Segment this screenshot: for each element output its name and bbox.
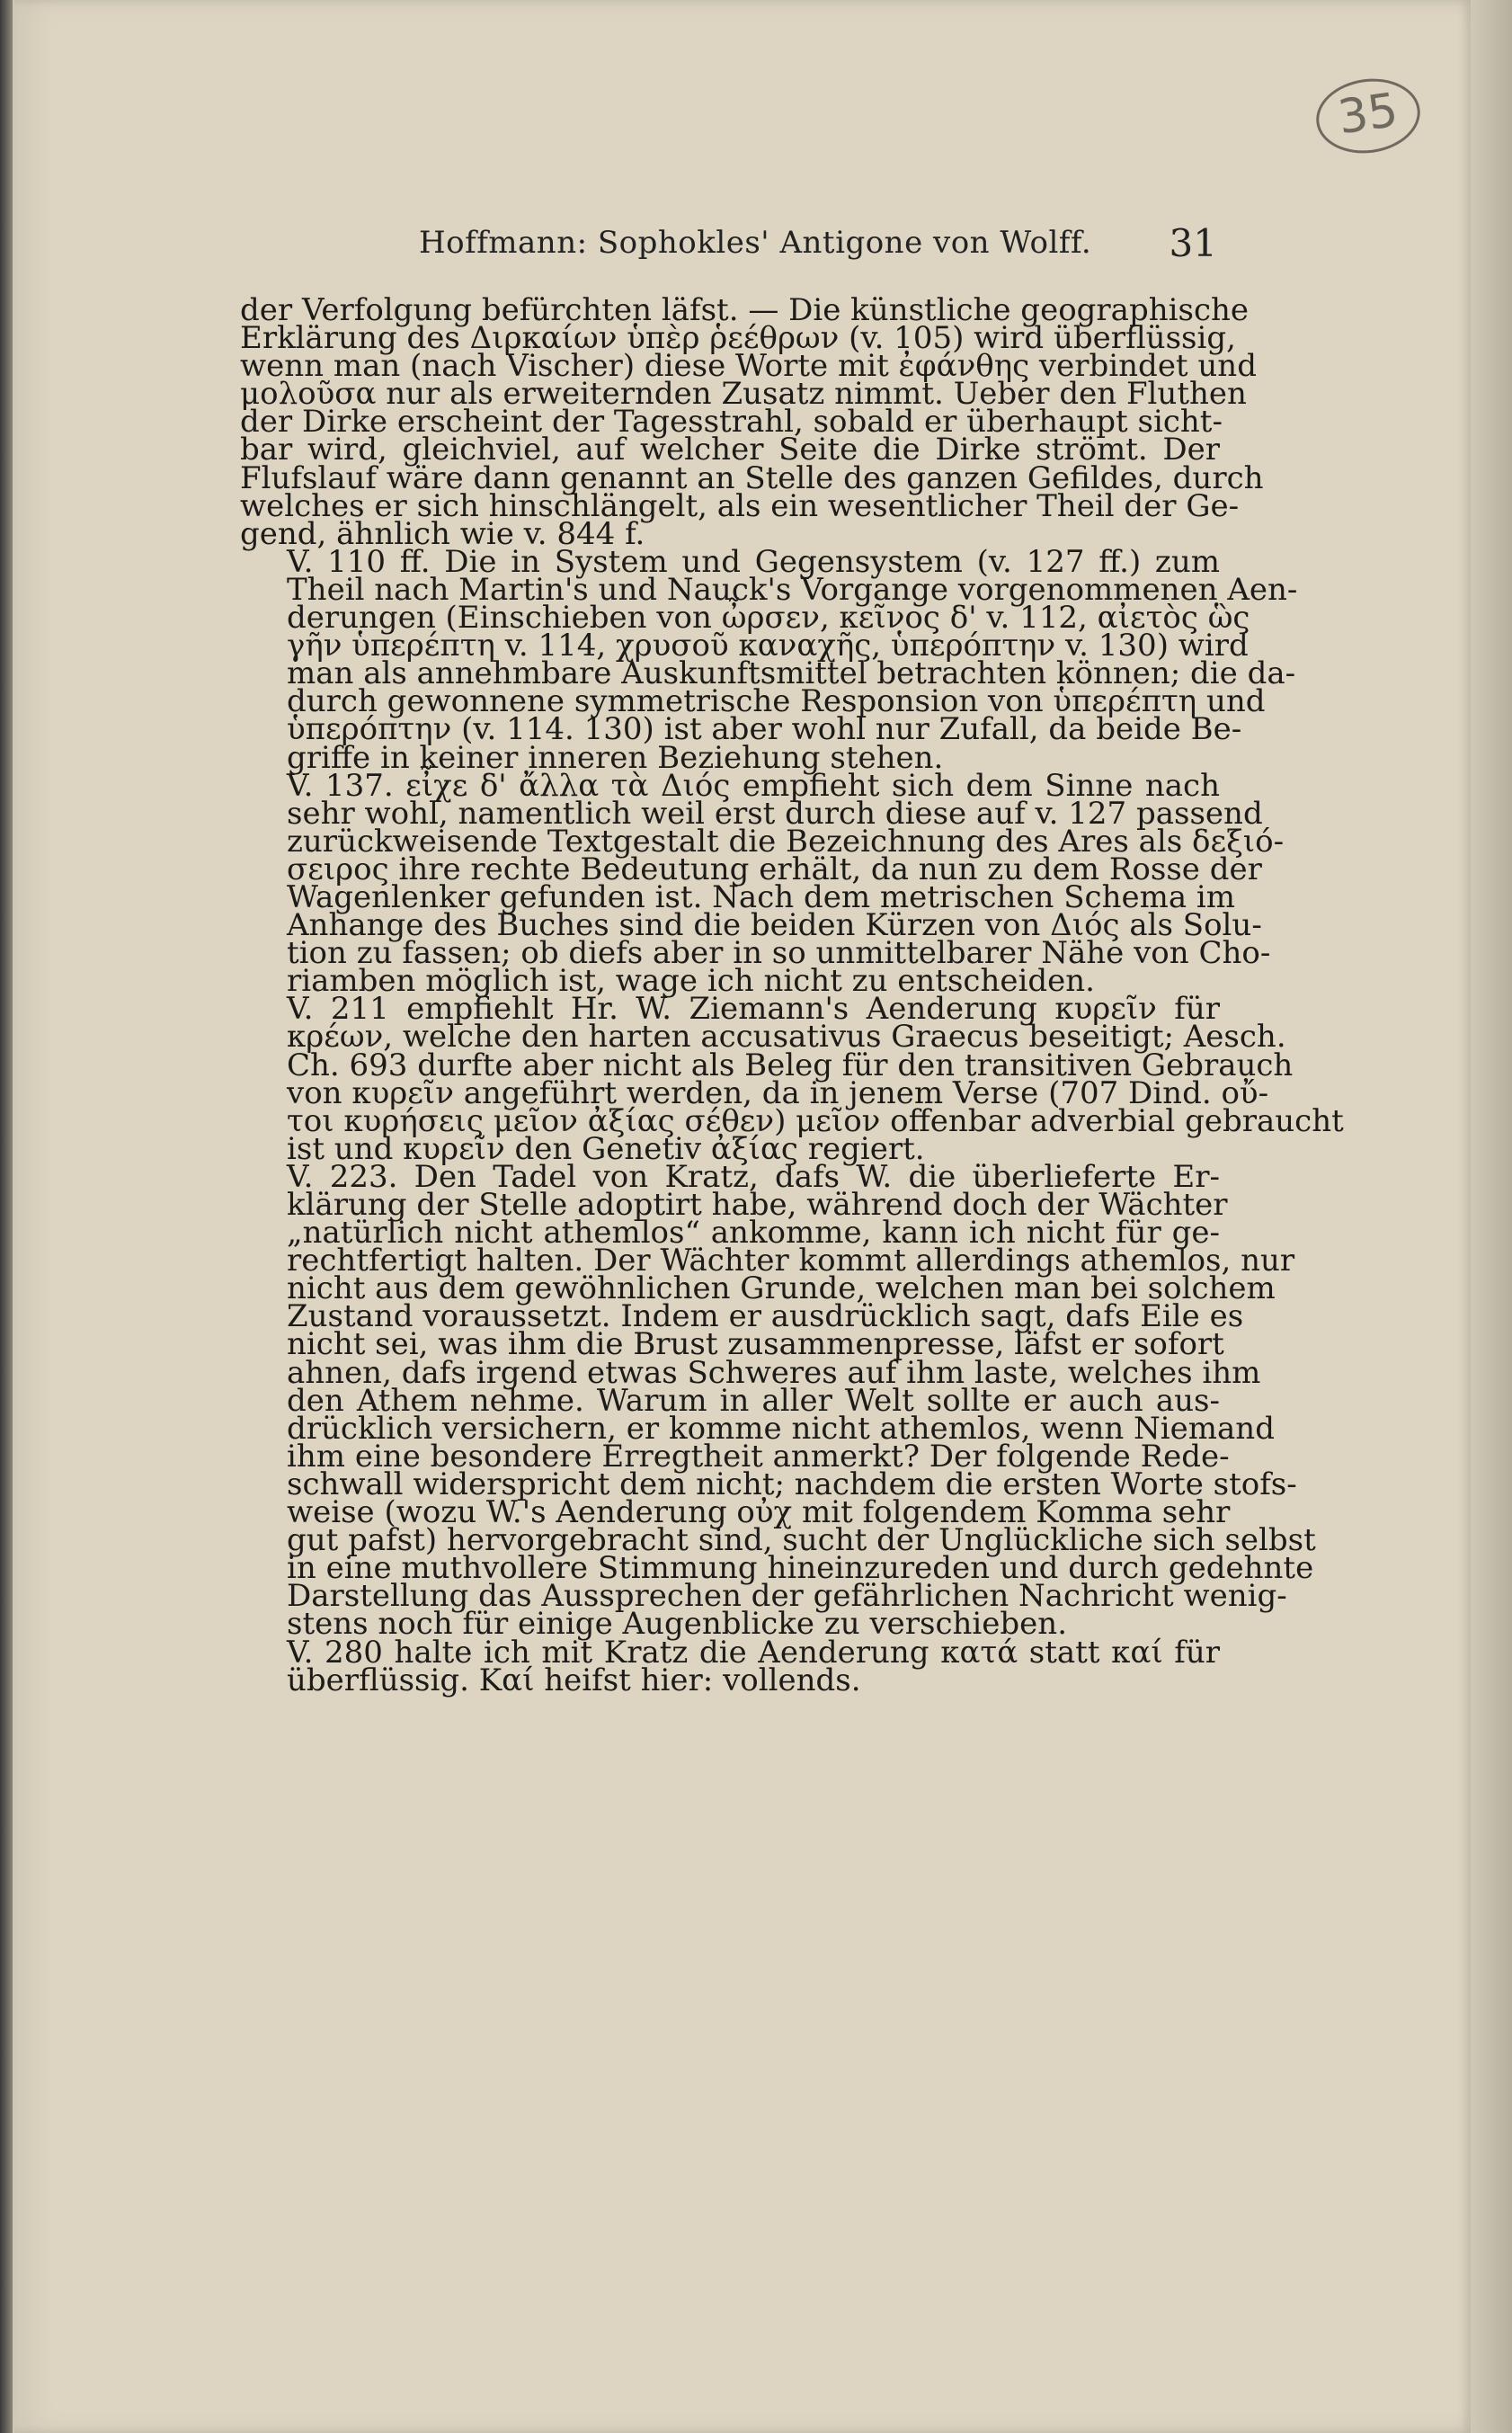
text-line: rechtfertigt halten. Der Wächter kommt allerdings athemlos, nur xyxy=(287,1243,1295,1279)
text-line: V. 137. εἶχε δ' ἄλλα τὰ Διός empfieht sich dem Sinne nach xyxy=(287,767,1220,804)
text-line: „natürlich nicht athemlos“ ankomme, kann ich nicht für ge- xyxy=(287,1215,1220,1252)
text-line: nicht sei, was ihm die Brust zusammenpresse, läfst er sofort xyxy=(287,1326,1224,1363)
text-line: durch gewonnene symmetrische Responsion von ὑπερέπτη und xyxy=(287,683,1266,720)
text-line: Ch. 693 durfte aber nicht als Beleg für den transitiven Gebrauch xyxy=(287,1047,1294,1083)
text-line: stens noch für einige Augenblicke zu verschieben. xyxy=(287,1606,1067,1643)
text-line: man als annehmbare Auskunftsmittel betrachten können; die da- xyxy=(287,655,1296,692)
text-line: κρέων, welche den harten accusativus Graecus beseitigt; Aesch. xyxy=(287,1019,1286,1056)
text-line: ist und κυρεῖν den Genetiv ἀξίας regiert. xyxy=(287,1130,925,1167)
paragraph xyxy=(240,767,1285,1000)
paragraph xyxy=(240,1634,1220,1698)
text-line: zurückweisende Textgestalt die Bezeichnung des Ares als δεξιό- xyxy=(287,823,1285,860)
running-header xyxy=(419,221,1217,272)
text-line: ihm eine besondere Erregtheit anmerkt? Der folgende Rede- xyxy=(287,1438,1230,1475)
text-line: γῆν ὑπερέπτη v. 114, χρυσοῦ καναχῆς, ὑπερόπτην v. 130) wird xyxy=(287,628,1249,664)
page-number: 31 xyxy=(1169,221,1217,265)
text-line: der Dirke erscheint der Tagesstrahl, sobald er überhaupt sicht- xyxy=(240,404,1223,441)
text-line: klärung der Stelle adoptirt habe, während doch der Wächter xyxy=(287,1187,1228,1223)
text-line: gend, ähnlich wie v. 844 f. xyxy=(240,515,645,552)
text-line: V. 110 ff. Die in System und Gegensystem (v. 127 ff.) zum xyxy=(287,543,1220,580)
text-line: ahnen, dafs irgend etwas Schweres auf ihm laste, welches ihm xyxy=(287,1354,1261,1391)
text-line: gut pafst) hervorgebracht sind, sucht der Unglückliche sich selbst xyxy=(287,1522,1316,1559)
text-line: wenn man (nach Vischer) diese Worte mit ἐφάνθης verbindet und xyxy=(240,348,1257,385)
book-page xyxy=(14,0,1471,2433)
paragraph xyxy=(240,1158,1316,1643)
text-line: welches er sich hinschlängelt, als ein wesentlicher Theil der Ge- xyxy=(240,487,1240,524)
text-line: überflüssig. Καί heifst hier: vollends. xyxy=(287,1662,861,1698)
adjacent-page-edge xyxy=(0,0,13,2433)
body-text xyxy=(240,292,1344,1698)
text-line: τοι κυρήσεις μεῖον ἀξίας σέθεν) μεῖον offenbar adverbial gebraucht xyxy=(287,1102,1344,1139)
text-line: σειρος ihre rechte Bedeutung erhält, da nun zu dem Rosse der xyxy=(287,851,1262,887)
text-line: Darstellung das Aussprechen der gefährlichen Nachricht wenig- xyxy=(287,1578,1287,1615)
text-line: sehr wohl, namentlich weil erst durch diese auf v. 127 passend xyxy=(287,795,1263,832)
text-line: derungen (Einschieben von ὦρσεν, κεῖνος δ' v. 112, αἰετὸς ὣς xyxy=(287,600,1250,637)
paragraph xyxy=(240,991,1344,1167)
text-line: nicht aus dem gewöhnlichen Grunde, welchen man bei solchem xyxy=(287,1270,1276,1307)
text-line: Theil nach Martin's und Nauck's Vorgange vorgenommenen Aen- xyxy=(287,571,1298,608)
text-line: Flufslauf wäre dann genannt an Stelle des ganzen Gefildes, durch xyxy=(240,459,1264,496)
text-line: den Athem nehme. Warum in aller Welt sollte er auch aus- xyxy=(287,1382,1220,1419)
text-line: Zustand voraussetzt. Indem er ausdrücklich sagt, dafs Eile es xyxy=(287,1298,1244,1335)
text-line: schwall widerspricht dem nicht; nachdem die ersten Worte stofs- xyxy=(287,1466,1297,1502)
text-line: V. 280 halte ich mit Kratz die Aenderung κατά statt καί für xyxy=(287,1634,1220,1671)
text-line: Wagenlenker gefunden ist. Nach dem metrischen Schema im xyxy=(287,878,1236,915)
text-line: griffe in keiner inneren Beziehung stehen. xyxy=(287,739,944,776)
header-title: Hoffmann: Sophokles' Antigone von Wolff. xyxy=(419,225,1092,261)
paragraph xyxy=(240,292,1264,552)
library-stamp: 35 xyxy=(1312,72,1425,159)
page-edge-shadow xyxy=(1471,0,1512,2433)
text-line: μολοῦσα nur als erweiternden Zusatz nimmt. Ueber den Fluthen xyxy=(240,376,1247,413)
text-line: von κυρεῖν angeführt werden, da in jenem Verse (707 Dind. οὔ- xyxy=(287,1074,1269,1111)
text-line: V. 223. Den Tadel von Kratz, dafs W. die überlieferte Er- xyxy=(287,1158,1220,1195)
text-line: ὑπερόπτην (v. 114. 130) ist aber wohl nur Zufall, da beide Be- xyxy=(287,711,1242,748)
text-line: der Verfolgung befürchten läfst. — Die künstliche geographische xyxy=(240,292,1249,328)
text-line: riamben möglich ist, wage ich nicht zu entscheiden. xyxy=(287,963,1095,1000)
text-line: tion zu fassen; ob diefs aber in so unmittelbarer Nähe von Cho- xyxy=(287,935,1271,972)
text-line: V. 211 empfiehlt Hr. W. Ziemann's Aenderung κυρεῖν für xyxy=(287,991,1220,1028)
text-line: weise (wozu W.'s Aenderung οὐχ mit folgendem Komma sehr xyxy=(287,1494,1231,1531)
text-line: in eine muthvollere Stimmung hineinzureden und durch gedehnte xyxy=(287,1550,1314,1587)
text-line: Anhange des Buches sind die beiden Kürzen von Διός als Solu- xyxy=(287,907,1262,944)
text-line: Erklärung des Διρκαίων ὑπὲρ ῥεέθρων (v. 105) wird überflüssig, xyxy=(240,320,1236,357)
text-line: bar wird, gleichviel, auf welcher Seite die Dirke strömt. Der xyxy=(240,432,1220,468)
text-line: drücklich versichern, er komme nicht athemlos, wenn Niemand xyxy=(287,1410,1275,1447)
paragraph xyxy=(240,543,1298,776)
